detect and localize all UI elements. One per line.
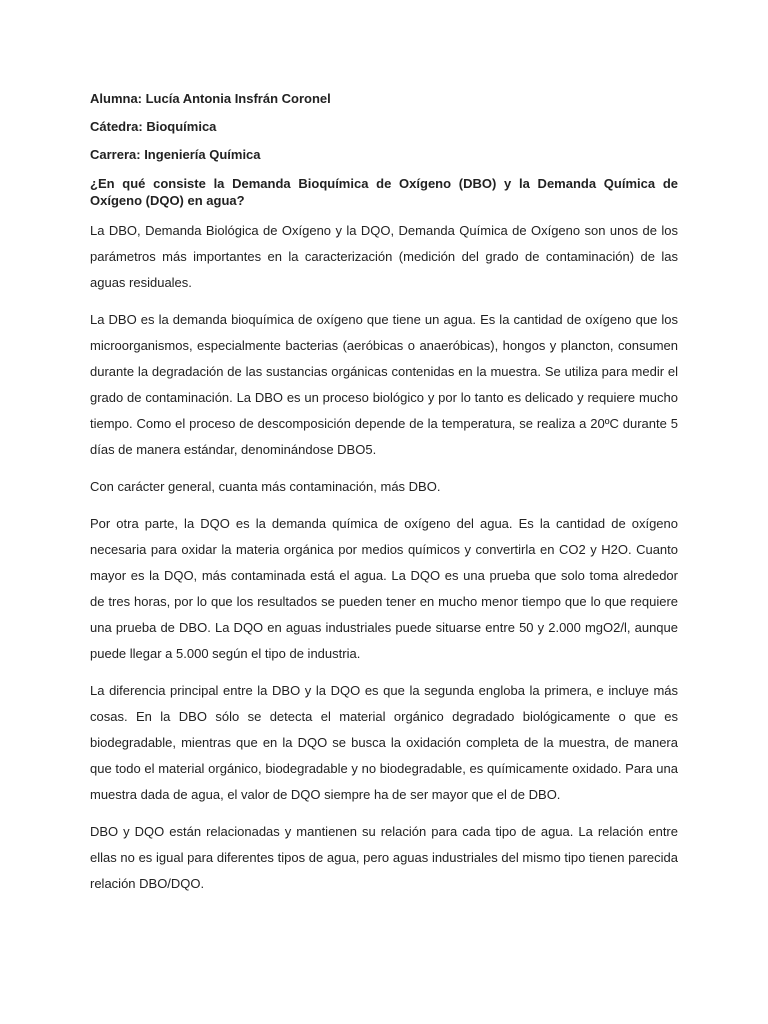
paragraph-dbo: La DBO es la demanda bioquímica de oxígeno que tiene un agua. Es la cantidad de oxígeno que los microorganismos, especialmente bacterias (aeróbicas o anaeróbicas), hongos y plancton, consumen durante la degradación de las sustancias orgánicas contenidas en la muestra. Se utiliza para medir el grado de contaminación. La DBO es un proceso biológico y por lo tanto es delicado y requiere mucho tiempo. Como el proceso de descomposición depende de la temperatura, se realiza a 20ºC durante 5 días de manera estándar, denominándose DBO5.	[90, 312, 678, 457]
paragraph-intro: La DBO, Demanda Biológica de Oxígeno y la DQO, Demanda Química de Oxígeno son unos de los parámetros más importantes en la caracterización (medición del grado de contaminación) de las aguas residuales.	[90, 223, 678, 290]
course-name: Cátedra: Bioquímica	[90, 119, 217, 134]
career-name: Carrera: Ingeniería Química	[90, 147, 261, 162]
document-page	[90, 91, 678, 908]
student-name: Alumna: Lucía Antonia Insfrán Coronel	[90, 91, 331, 106]
question-heading: ¿En qué consiste la Demanda Bioquímica de Oxígeno (DBO) y la Demanda Química de Oxígeno (DQO) en agua?	[90, 176, 678, 208]
paragraph-relation: DBO y DQO están relacionadas y mantienen su relación para cada tipo de agua. La relación entre ellas no es igual para diferentes tipos de agua, pero aguas industriales del mismo tipo tienen parecida relación DBO/DQO.	[90, 824, 678, 891]
paragraph-difference: La diferencia principal entre la DBO y la DQO es que la segunda engloba la primera, e incluye más cosas. En la DBO sólo se detecta el material orgánico degradado biológicamente o que es biodegradable, mientras que en la DQO se busca la oxidación completa de la muestra, de manera que todo el material orgánico, biodegradable y no biodegradable, es químicamente oxidado. Para una muestra dada de agua, el valor de DQO siempre ha de ser mayor que el de DBO.	[90, 683, 678, 802]
paragraph-general: Con carácter general, cuanta más contaminación, más DBO.	[90, 479, 441, 494]
paragraph-dqo: Por otra parte, la DQO es la demanda química de oxígeno del agua. Es la cantidad de oxígeno necesaria para oxidar la materia orgánica por medios químicos y convertirla en CO2 y H2O. Cuanto mayor es la DQO, más contaminada está el agua. La DQO es una prueba que solo toma alrededor de tres horas, por lo que los resultados se pueden tener en mucho menor tiempo que lo que requiere una prueba de DBO. La DQO en aguas industriales puede situarse entre 50 y 2.000 mgO2/l, aunque puede llegar a 5.000 según el tipo de industria.	[90, 516, 678, 661]
